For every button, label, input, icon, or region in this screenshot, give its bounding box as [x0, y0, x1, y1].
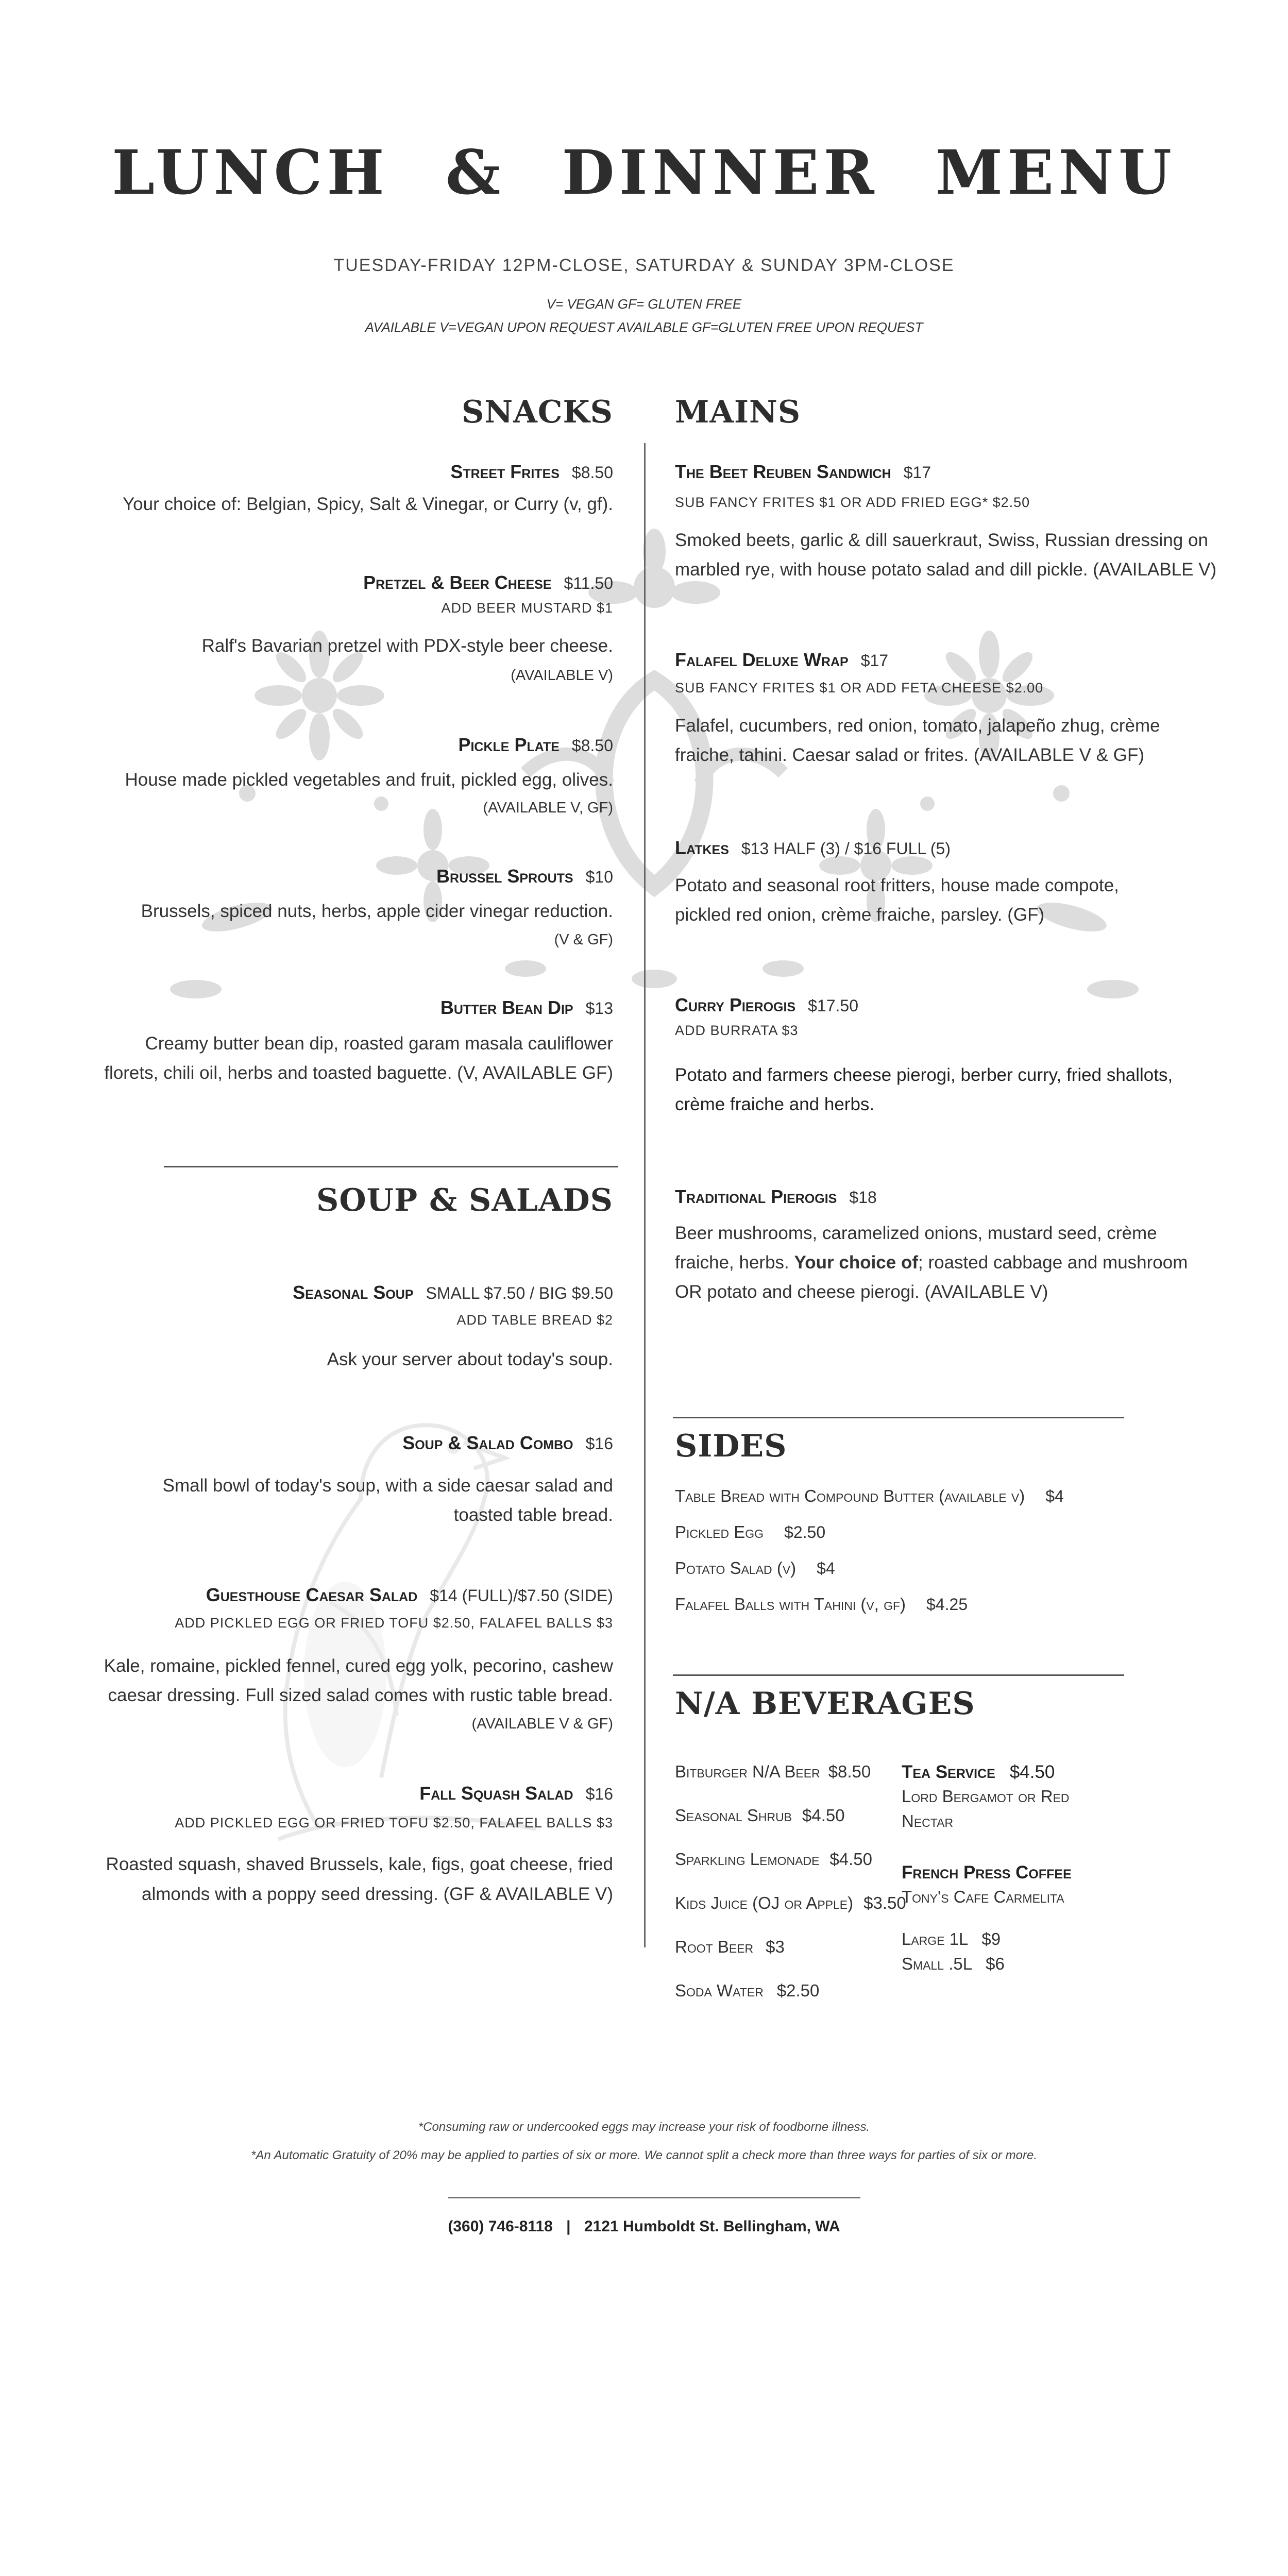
- item-description: caesar dressing. Full sized salad comes with rustic table bread.: [108, 1685, 613, 1705]
- menu-item: [450, 461, 613, 483]
- title-word: MENU: [935, 137, 1176, 208]
- menu-item: [419, 1783, 613, 1804]
- item-price: $16: [585, 1785, 613, 1803]
- item-diet-note: (V & GF): [554, 931, 613, 948]
- menu-item: [440, 997, 613, 1019]
- item-description: pickled red onion, crème fraiche, parsley. (GF): [675, 905, 1045, 925]
- beverage-price: $4.50: [802, 1806, 845, 1825]
- side-name: Falafel Balls with Tahini (v, gf): [675, 1595, 906, 1614]
- title-word: &: [445, 137, 505, 208]
- contact-separator: |: [566, 2218, 571, 2235]
- item-description: Potato and seasonal root fritters, house made compote,: [675, 875, 1119, 895]
- item-description: Creamy butter bean dip, roasted garam masala cauliflower: [145, 1033, 613, 1054]
- side-name: Table Bread with Compound Butter (available v): [675, 1486, 1025, 1505]
- item-name: Brussel Sprouts: [436, 866, 573, 887]
- beverage-price: $3.50: [863, 1893, 906, 1912]
- side-item: [675, 1486, 1064, 1506]
- column-divider: [644, 443, 646, 1947]
- item-name: Curry Pierogis: [675, 994, 796, 1015]
- menu-item: [363, 572, 613, 594]
- beverage-item: [675, 1806, 845, 1825]
- size-price: $6: [986, 1954, 1005, 1973]
- item-description: Ask your server about today's soup.: [327, 1349, 613, 1369]
- menu-item: [675, 994, 858, 1016]
- menu-item: [458, 734, 613, 756]
- hours-line: TUESDAY-FRIDAY 12PM-CLOSE, SATURDAY & SUNDAY 3PM-CLOSE: [333, 256, 955, 275]
- item-price: $11.50: [564, 574, 613, 592]
- item-name: Falafel Deluxe Wrap: [675, 649, 849, 670]
- item-name: Latkes: [675, 837, 729, 858]
- item-price: $14 (FULL)/$7.50 (SIDE): [430, 1586, 613, 1605]
- section-divider: [673, 1674, 1124, 1676]
- beverage-size: [902, 1929, 1001, 1949]
- side-item: [675, 1595, 968, 1614]
- side-item: [675, 1558, 835, 1578]
- beverage-name: Soda Water: [675, 1981, 764, 2000]
- menu-item: [206, 1584, 613, 1606]
- item-addon: SUB FANCY FRITES $1 OR ADD FETA CHEESE $2.00: [675, 680, 1044, 696]
- beverage-name: Sparkling Lemonade: [675, 1850, 820, 1869]
- beverage-item: [675, 1981, 819, 2001]
- desc-text: fraiche, herbs.: [675, 1252, 794, 1273]
- menu-item: [402, 1432, 613, 1454]
- item-description: marbled rye, with house potato salad and dill pickle. (AVAILABLE V): [675, 560, 1217, 580]
- snacks-heading: SNACKS: [462, 394, 613, 430]
- item-description: crème fraiche and herbs.: [675, 1094, 875, 1114]
- item-name: The Beet Reuben Sandwich: [675, 461, 891, 482]
- sides-heading: SIDES: [675, 1428, 787, 1464]
- item-addon: SUB FANCY FRITES $1 OR ADD FRIED EGG* $2.50: [675, 495, 1030, 510]
- item-description: Small bowl of today's soup, with a side caesar salad and: [162, 1476, 613, 1496]
- contact-line: [0, 2218, 1288, 2235]
- item-name: Guesthouse Caesar Salad: [206, 1584, 418, 1605]
- diet-legend: V= VEGAN GF= GLUTEN FREE: [546, 296, 742, 312]
- section-divider: [673, 1417, 1124, 1418]
- item-price: $8.50: [571, 736, 613, 755]
- beverage-price: $3: [766, 1937, 785, 1956]
- beverage-item: [675, 1937, 785, 1957]
- item-price: $10: [585, 868, 613, 886]
- beverage-item: [675, 1762, 871, 1782]
- item-price: SMALL $7.50 / BIG $9.50: [426, 1284, 613, 1302]
- item-diet-note: (AVAILABLE V, GF): [483, 800, 613, 816]
- side-name: Pickled Egg: [675, 1522, 764, 1541]
- item-name: Street Frites: [450, 461, 560, 482]
- menu-item: [436, 866, 613, 887]
- item-addon: ADD BURRATA $3: [675, 1023, 799, 1038]
- item-name: Fall Squash Salad: [419, 1783, 573, 1804]
- beverage-price: $8.50: [828, 1762, 871, 1781]
- item-name: Pretzel & Beer Cheese: [363, 572, 552, 593]
- beverage-price: $4.50: [1009, 1762, 1055, 1782]
- item-description: [675, 1248, 1188, 1277]
- item-description: florets, chili oil, herbs and toasted baguette. (V, AVAILABLE GF): [104, 1063, 613, 1083]
- item-name: Pickle Plate: [458, 734, 560, 755]
- item-description: House made pickled vegetables and fruit, pickled egg, olives.: [125, 770, 613, 790]
- item-name: Soup & Salad Combo: [402, 1432, 573, 1453]
- item-price: $17.50: [808, 996, 858, 1015]
- beverage-name: Kids Juice (OJ or Apple): [675, 1893, 854, 1912]
- desc-emphasis: Your choice of: [794, 1252, 918, 1273]
- item-addon: ADD BEER MUSTARD $1: [441, 600, 613, 616]
- side-item: [675, 1522, 825, 1542]
- beverage-item: [902, 1762, 1055, 1783]
- menu-item: [675, 837, 951, 859]
- item-name: Butter Bean Dip: [440, 997, 573, 1018]
- beverage-detail: Tony's Cafe Carmelita: [902, 1887, 1064, 1906]
- item-description: Ralf's Bavarian pretzel with PDX-style beer cheese.: [201, 636, 613, 656]
- beverage-price: $4.50: [829, 1850, 873, 1869]
- side-price: $2.50: [784, 1523, 826, 1541]
- side-price: $4: [1045, 1487, 1064, 1505]
- beverage-name: Tea Service: [902, 1762, 995, 1782]
- item-price: $8.50: [571, 463, 613, 482]
- beverage-size: [902, 1954, 1005, 1974]
- item-description: Beer mushrooms, caramelized onions, mustard seed, crème: [675, 1223, 1157, 1243]
- item-description: Smoked beets, garlic & dill sauerkraut, Swiss, Russian dressing on: [675, 530, 1208, 550]
- title-word: DINNER: [562, 137, 879, 208]
- side-price: $4.25: [926, 1595, 968, 1614]
- beverages-heading: N/A BEVERAGES: [675, 1686, 975, 1722]
- size-name: Small .5L: [902, 1954, 973, 1973]
- item-description: Falafel, cucumbers, red onion, tomato, jalapeño zhug, crème: [675, 716, 1160, 736]
- item-description: OR potato and cheese pierogi. (AVAILABLE V): [675, 1282, 1048, 1302]
- item-addon: ADD PICKLED EGG OR FRIED TOFU $2.50, FALAFEL BALLS $3: [175, 1815, 613, 1831]
- side-price: $4: [817, 1559, 835, 1578]
- item-name: Seasonal Soup: [293, 1282, 414, 1303]
- menu-item: [675, 461, 931, 483]
- menu-item: [293, 1282, 613, 1303]
- title-word: LUNCH: [112, 137, 389, 208]
- menu-title: [0, 137, 1288, 208]
- item-addon: ADD PICKLED EGG OR FRIED TOFU $2.50, FALAFEL BALLS $3: [175, 1615, 613, 1631]
- phone-number: (360) 746-8118: [448, 2218, 553, 2235]
- size-name: Large 1L: [902, 1929, 969, 1948]
- beverage-name: Seasonal Shrub: [675, 1806, 792, 1825]
- address: 2121 Humboldt St. Bellingham, WA: [584, 2218, 840, 2235]
- item-name: Traditional Pierogis: [675, 1186, 837, 1207]
- item-description: almonds with a poppy seed dressing. (GF & AVAILABLE V): [142, 1884, 613, 1904]
- item-description: Your choice of: Belgian, Spicy, Salt & Vinegar, or Curry (v, gf).: [123, 494, 613, 514]
- beverage-detail: Lord Bergamot or Red: [902, 1787, 1070, 1806]
- size-price: $9: [981, 1929, 1001, 1948]
- item-price: $16: [585, 1434, 613, 1453]
- mains-heading: MAINS: [675, 394, 801, 430]
- section-divider: [164, 1166, 618, 1167]
- item-price: $17: [903, 463, 931, 482]
- item-description: toasted table bread.: [453, 1505, 613, 1525]
- item-price: $17: [860, 651, 889, 670]
- item-price: $13 HALF (3) / $16 FULL (5): [741, 839, 951, 858]
- item-addon: ADD TABLE BREAD $2: [456, 1312, 613, 1328]
- item-description: Potato and farmers cheese pierogi, berber curry, fried shallots,: [675, 1065, 1173, 1085]
- menu-item: [675, 1186, 877, 1208]
- beverage-name: Bitburger N/A Beer: [675, 1762, 820, 1781]
- side-name: Potato Salad (v): [675, 1558, 796, 1578]
- item-description: Brussels, spiced nuts, herbs, apple cider vinegar reduction.: [141, 901, 613, 921]
- item-price: $18: [849, 1188, 877, 1207]
- diet-legend-available: AVAILABLE V=VEGAN UPON REQUEST AVAILABLE GF=GLUTEN FREE UPON REQUEST: [365, 319, 923, 335]
- menu-item: [675, 649, 888, 671]
- beverage-item: [675, 1850, 872, 1869]
- item-description: Kale, romaine, pickled fennel, cured egg yolk, pecorino, cashew: [104, 1656, 613, 1676]
- gratuity-note: *An Automatic Gratuity of 20% may be applied to parties of six or more. We cannot split a check more than three ways for parties of six or more.: [250, 2148, 1037, 2162]
- item-description: Roasted squash, shaved Brussels, kale, figs, goat cheese, fried: [106, 1854, 613, 1874]
- desc-text: ; roasted cabbage and mushroom: [918, 1252, 1188, 1273]
- beverage-name: Root Beer: [675, 1937, 754, 1956]
- item-price: $13: [585, 999, 613, 1018]
- item-diet-note: (AVAILABLE V): [511, 667, 613, 684]
- beverage-detail: Nectar: [902, 1811, 954, 1831]
- item-description: fraiche, tahini. Caesar salad or frites. (AVAILABLE V & GF): [675, 745, 1145, 765]
- beverage-name: French Press Coffee: [902, 1862, 1072, 1883]
- egg-warning: *Consuming raw or undercooked eggs may increase your risk of foodborne illness.: [418, 2120, 870, 2134]
- beverage-price: $2.50: [776, 1981, 820, 2000]
- soups-heading: SOUP & SALADS: [316, 1182, 613, 1218]
- beverage-item: [675, 1893, 906, 1913]
- item-diet-note: (AVAILABLE V & GF): [471, 1716, 613, 1732]
- footer-divider: [448, 2197, 860, 2198]
